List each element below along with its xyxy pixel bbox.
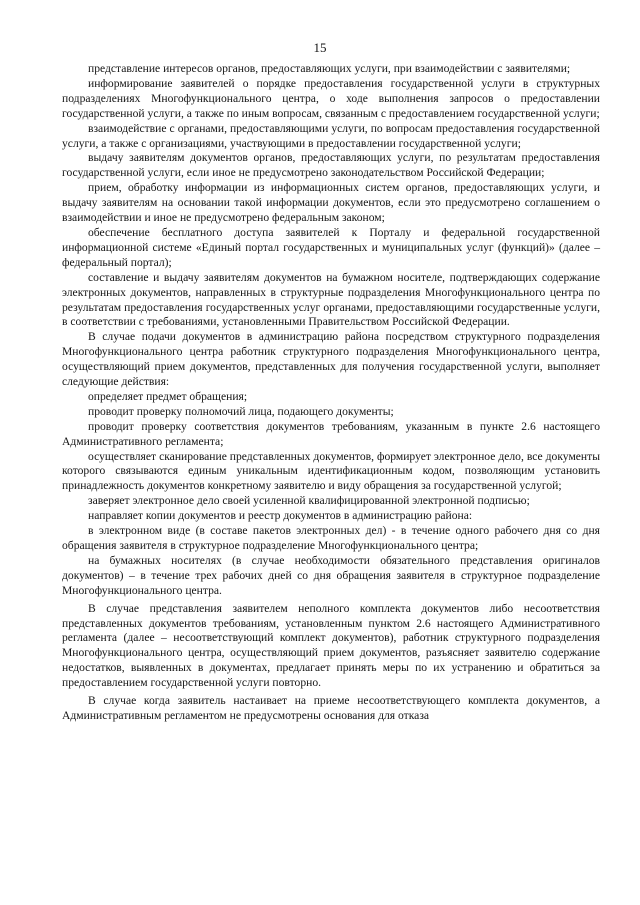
paragraph: направляет копии документов и реестр документов в администрацию района: <box>88 509 473 523</box>
paragraph: заверяет электронное дело своей усиленной квалифицированной электронной подписью; <box>88 494 530 508</box>
paragraph: на бумажных носителях (в случае необходимости обязательного представления оригиналов документов) – в течение трех рабочих дней со дня обращения заявителя в структурное подразделение Многофункционального центра. <box>62 553 600 597</box>
paragraph: информирование заявителей о порядке предоставления государственной услуги в структурных подразделениях Многофункционального центра, о ходе выполнения запросов о предоставлении государственной услуги, а также по иным вопросам, связанным с предоставлением государственной услуги; <box>62 76 600 120</box>
paragraph: выдачу заявителям документов органов, предоставляющих услуги, по результатам предоставления государственной услуги, если иное не предусмотрено законодательством Российской Федерации; <box>62 151 600 180</box>
paragraph: прием, обработку информации из информационных систем органов, предоставляющих услуги, и выдачу заявителям на основании такой информации документов, если это предусмотрено соглашением о взаимодействии и иное не предусмотрено федеральным законом; <box>62 181 600 225</box>
paragraph: определяет предмет обращения; <box>88 389 248 403</box>
paragraph: В случае когда заявитель настаивает на приеме несоответствующего комплекта документов, а Административным регламентом не предусмотрены основания для отказа <box>62 694 600 722</box>
paragraph: в электронном виде (в составе пакетов электронных дел) - в течение одного рабочего дня со дня обращения заявителя в структурное подразделение Многофункционального центра; <box>62 524 600 552</box>
paragraph: обеспечение бесплатного доступа заявителей к Порталу и федеральной государственной информационной системе «Единый портал государственных и муниципальных услуг (функций)» (далее – федеральный портал); <box>62 225 600 269</box>
page-number: 15 <box>313 40 327 55</box>
paragraph: составление и выдачу заявителям документов на бумажном носителе, подтверждающих содержание электронных документов, направленных в структурные подразделения Многофункционального центра по результатам предоставления государственных услуг органами, предоставляющими государственные услуги, в соответствии с требованиями, установленными Правительством Российской Федерации. <box>62 270 600 329</box>
document-body <box>62 62 600 724</box>
paragraph: представление интересов органов, предоставляющих услуги, при взаимодействии с заявителями; <box>88 62 571 75</box>
paragraph: взаимодействие с органами, предоставляющими услуги, по вопросам предоставления государственной услуги, а также с организациями, участвующими в предоставлении государственной услуги; <box>62 121 600 150</box>
paragraph: В случае подачи документов в администрацию района посредством структурного подразделения Многофункционального центра работник структурного подразделения Многофункционального центра, осуществляющий прием документов, представленных для получения государственной услуги, выполняет следующие действия: <box>62 330 600 389</box>
paragraph: проводит проверку полномочий лица, подающего документы; <box>88 404 394 418</box>
paragraph: проводит проверку соответствия документов требованиям, указанным в пункте 2.6 настоящего Административного регламента; <box>62 419 600 448</box>
paragraph: В случае представления заявителем неполного комплекта документов либо несоответствия представленных документов требованиям, установленным пунктом 2.6 настоящего Административного регламента (далее – несоответствующий комплект документов), работник структурного подразделения Многофункционального центра, осуществляющий прием документов, разъясняет заявителю содержание недостатков, выявленных в документах, предлагает принять меры по их устранению и обратиться за предоставлением государственной услуги повторно. <box>62 601 600 690</box>
paragraph: осуществляет сканирование представленных документов, формирует электронное дело, все документы которого связываются единым уникальным идентификационным кодом, позволяющим установить принадлежность документов конкретному заявителю и виду обращения за государственной услугой; <box>62 449 600 493</box>
